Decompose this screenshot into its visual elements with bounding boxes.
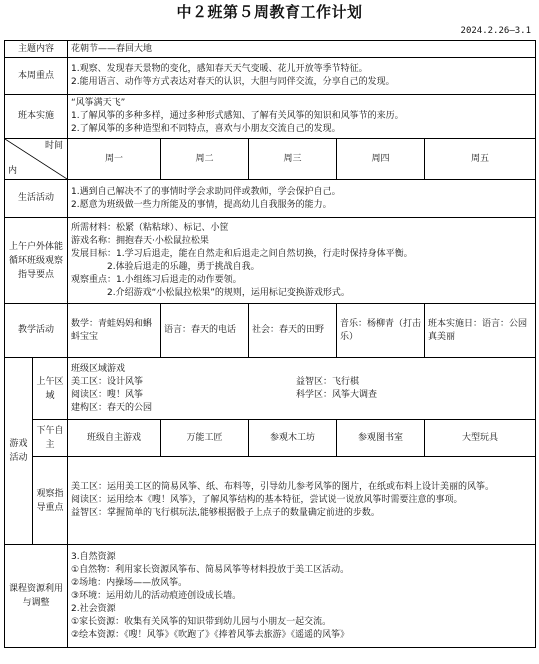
pm-item: 班级自主游戏 (68, 420, 161, 457)
class-content (68, 95, 536, 139)
header-content: 内 (8, 166, 18, 176)
date-range: 2024.2.26—3.1 (460, 26, 531, 36)
outdoor-content (68, 218, 536, 304)
obs-line: 美工区：运用美工区的筒易风筝、纸、布料等，引导幼儿参考风筝的图片，在纸或布料上设计美丽的风筝。 (71, 482, 495, 492)
obs-line: 阅读区：运用绘本《嗖！风筝》，了解风筝结构的基本特征，尝试说一说放风筝时需要注意的事项。 (71, 495, 463, 505)
resource-line: 3.自然资源 (71, 551, 116, 562)
life-label: 生活活动 (5, 180, 68, 218)
focus-line: 1.观察、发现春天景物的变化，感知春天天气变暖、花儿开放等季节特征。 (71, 64, 368, 74)
resource-line: ①家长资源：收集有关风筝的知识带到幼儿园与小朋友一起交流。 (71, 616, 332, 627)
life-content (68, 180, 536, 218)
teaching-row (5, 304, 536, 358)
game-obs-content (68, 457, 536, 545)
resource-line: ②场地：内操场——放风筝。 (71, 577, 188, 588)
game-pm-row (5, 420, 536, 457)
pm-item: 大型玩具 (425, 420, 536, 457)
outdoor-label: 上午户外体能循环班级观察指导要点 (5, 218, 68, 304)
focus-row (5, 58, 536, 95)
day-header-row (5, 139, 536, 180)
day-friday: 周五 (425, 139, 536, 180)
outdoor-line: 2.体验后退走的乐趣，勇于挑战自我。 (107, 261, 260, 272)
resource-line: ①自然物：利用家长资源风筝布、简易风筝等材料投放于美工区活动。 (71, 564, 350, 575)
area-puzzle: 益智区：飞行棋 (296, 376, 360, 387)
pm-item: 参观木工坊 (249, 420, 337, 457)
class-line: “风筝满天飞” (71, 98, 126, 108)
day-thursday: 周四 (337, 139, 425, 180)
header-diagonal-cell (5, 139, 68, 180)
resource-content (68, 545, 536, 648)
plan-table (4, 40, 536, 648)
teaching-music: 音乐：杨柳青（打击乐） (337, 304, 425, 358)
life-line: 2.愿意为班级做一些力所能及的事情，提高幼儿自我服务的能力。 (71, 199, 332, 210)
life-line: 1.遇到自己解决不了的事情时学会求助同伴或教师，学会保护自己。 (71, 186, 341, 197)
outdoor-line: 2.介绍游戏“小松鼠拉松果”的规则，运用标记变换游戏形式。 (107, 287, 350, 298)
life-row (5, 180, 536, 218)
game-am-areas (71, 376, 532, 415)
resource-label: 课程资源利用与调整 (5, 545, 68, 648)
day-tuesday: 周二 (161, 139, 249, 180)
resource-row (5, 545, 536, 648)
area-building: 建构区：春天的公园 (71, 402, 153, 413)
resource-line: 2.社会资源 (71, 603, 116, 614)
game-pm-label: 下午自主 (33, 420, 68, 457)
theme-row (5, 41, 536, 58)
theme-label: 主题内容 (5, 41, 68, 58)
theme-value: 花朝节——春回大地 (68, 41, 536, 58)
focus-label: 本周重点 (5, 58, 68, 95)
game-label: 游戏活动 (5, 358, 33, 545)
area-art: 美工区：设计风筝 (71, 376, 144, 387)
class-line: 1.了解风筝的多种多样，通过多种形式感知、了解有关风筝的知识和风筝节的来历。 (71, 111, 404, 121)
class-line: 2.了解风筝的多种造型和不同特点，喜欢与小朋友交流自己的发现。 (71, 124, 341, 134)
day-wednesday: 周三 (249, 139, 337, 180)
header-time: 时间 (45, 141, 64, 151)
teaching-label: 教学活动 (5, 304, 68, 358)
game-am-row (5, 358, 536, 420)
outdoor-line: 游戏名称：拥抱春天·小松鼠拉松果 (71, 235, 209, 246)
outdoor-line: 所需材料：松紧（粘粘球）、标记、小筐 (71, 222, 229, 233)
pm-item: 参观图书室 (337, 420, 425, 457)
obs-line: 益智区：掌握简单的飞行棋玩法,能够根据骰子上点子的数量确定前进的步数。 (71, 508, 380, 518)
pm-item: 万能工匠 (161, 420, 249, 457)
day-monday: 周一 (68, 139, 161, 180)
outdoor-row (5, 218, 536, 304)
game-am-label: 上午区域 (33, 358, 68, 420)
resource-line: ②绘本资源：《嗖！风筝》《吹跑了》《捧着风筝去旅游》《遥遥的风筝》 (71, 629, 350, 640)
game-am-content (68, 358, 536, 420)
teaching-class-day: 班本实施日：语言：公园真美丽 (425, 304, 536, 358)
focus-line: 2.能用语言、动作等方式表达对春天的认识，大胆与同伴交流，分享自己的发现。 (71, 77, 395, 87)
class-row (5, 95, 536, 139)
teaching-math: 数学：青蛙妈妈和蝌蚪宝宝 (68, 304, 161, 358)
outdoor-line: 观察重点：1.小组练习后退走的动作要领。 (71, 274, 242, 285)
game-obs-row (5, 457, 536, 545)
page-title: 中２班第５周教育工作计划 (176, 3, 363, 21)
class-label: 班本实施 (5, 95, 68, 139)
area-science: 科学区：风筝大调查 (296, 389, 378, 400)
teaching-language: 语言：春天的电话 (161, 304, 249, 358)
game-am-title: 班级区域游戏 (71, 363, 126, 374)
game-obs-label: 观察指导重点 (33, 457, 68, 545)
outdoor-line: 发展目标：1.学习后退走，能在自然走和后退走之间自然切换，行走时保持身体平衡。 (71, 248, 413, 259)
focus-content (68, 58, 536, 95)
resource-line: ③环境：运用幼儿的活动痕迹创设成长墙。 (71, 590, 242, 601)
area-reading: 阅读区：嗖！风筝 (71, 389, 144, 400)
teaching-society: 社会：春天的田野 (249, 304, 337, 358)
